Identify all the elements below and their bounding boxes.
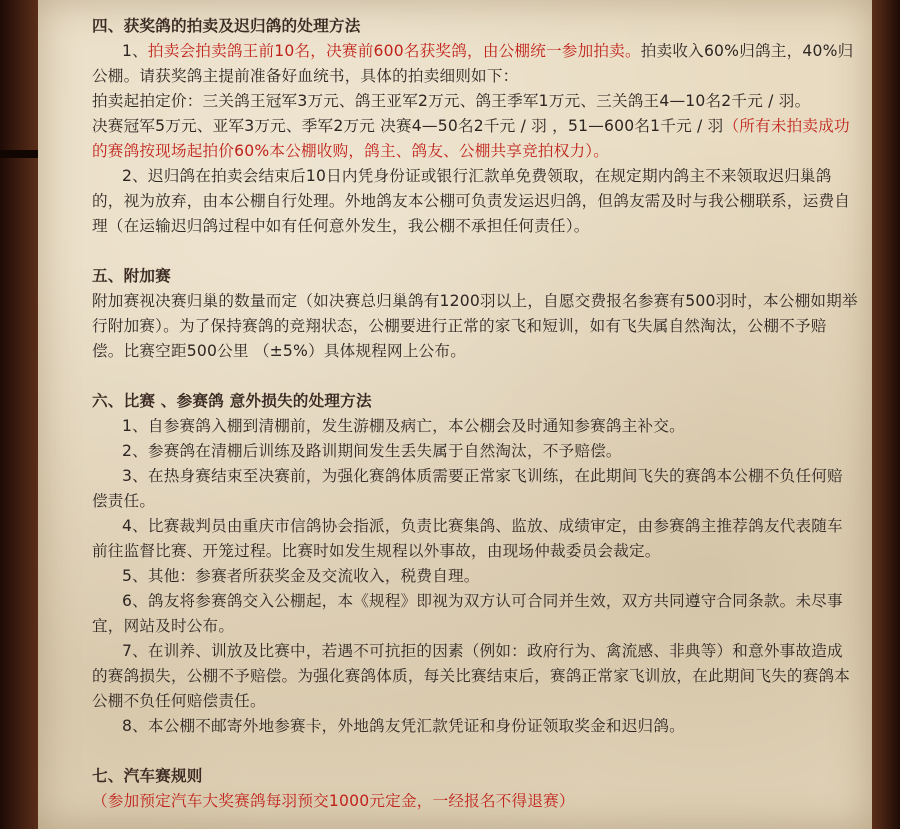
item-1-number: 1、 (122, 42, 148, 60)
section-7-heading: 七、汽车赛规则 (92, 767, 203, 785)
frame-notch (0, 150, 38, 158)
final-prices-text: 决赛冠军5万元、亚军3万元、季军2万元 决赛4—50名2千元 / 羽 ，51—600名1千元 / 羽 (92, 117, 724, 135)
section-4 (92, 14, 858, 239)
car-race-deposit-note: （参加预定汽车大奖赛鸽每羽预交1000元定金，一经报名不得退赛） (92, 792, 575, 810)
auction-revenue-text: 拍卖收入60%归鸽主，40%归公棚。请获奖鸽主提前准备好血统书，具体的拍卖细则如下： (92, 42, 854, 85)
left-wood-frame (0, 0, 38, 829)
spacer (92, 239, 858, 264)
rules-document (92, 14, 858, 814)
section-6-item: 4、比赛裁判员由重庆市信鸽协会指派，负责比赛集鸽、监放、成绩审定，由参赛鸽主推荐鸽友代表随车前往监督比赛、开笼过程。比赛时如发生规程以外事故，由现场仲裁委员会裁定。 (92, 517, 843, 560)
section-4-heading: 四、获奖鸽的拍卖及迟归鸽的处理方法 (92, 17, 361, 35)
section-7 (92, 764, 858, 814)
section-6-item: 2、参赛鸽在清棚后训练及路训期间发生丢失属于自然淘汰，不予赔偿。 (122, 442, 622, 460)
section-6-heading: 六、比赛 、参赛鸽 意外损失的处理方法 (92, 392, 372, 410)
section-6-item: 6、鸽友将参赛鸽交入公棚起，本《规程》即视为双方认可合同并生效，双方共同遵守合同条款。未尽事宜，网站及时公布。 (92, 592, 843, 635)
auction-prices-line-2 (92, 114, 858, 164)
section-6-item: 7、在训养、训放及比赛中，若遇不可抗拒的因素（例如：政府行为、禽流感、非典等）和意外事故造成的赛鸽损失，公棚不予赔偿。为强化赛鸽体质，每关比赛结束后，赛鸽正常家飞训放，在此期间飞失的赛鸽本公棚不负任何赔偿责任。 (92, 642, 851, 710)
section-6-item: 5、其他：参赛者所获奖金及交流收入，税费自理。 (122, 567, 480, 585)
section-4-item-1 (92, 39, 858, 89)
section-5-body: 附加赛视决赛归巢的数量而定（如决赛总归巢鸽有1200羽以上，自愿交费报名参赛有500羽时，本公棚如期举行附加赛）。为了保持赛鸽的竞翔状态，公棚要进行正常的家飞和短训，如有飞失属自然淘汰，公棚不予赔偿。比赛空距500公里 （±5%）具体规程网上公布。 (92, 292, 858, 360)
auction-prices-line-1: 拍卖起拍定价：三关鸽王冠军3万元、鸽王亚军2万元、鸽王季军1万元、三关鸽王4—10名2千元 / 羽。 (92, 92, 811, 110)
section-5-heading: 五、附加赛 (92, 267, 171, 285)
section-5 (92, 264, 858, 364)
section-4-item-2: 2、迟归鸽在拍卖会结束后10日内凭身份证或银行汇款单免费领取，在规定期内鸽主不来领取迟归巢鸽的，视为放弃，由本公棚自行处理。外地鸽友本公棚可负责发运迟归鸽，但鸽友需及时与我公棚联系，运费自理（在运输迟归鸽过程中如有任何意外发生，我公棚不承担任何责任）。 (92, 167, 851, 235)
right-wood-frame (872, 0, 900, 829)
spacer (92, 739, 858, 764)
unsold-purchase-note: （所有未拍卖成功的赛鸽按现场起拍价60%本公棚收购，鸽主、鸽友、公棚共享竞拍权力）。 (92, 117, 850, 160)
section-6-item: 3、在热身赛结束至决赛前，为强化赛鸽体质需要正常家飞训练，在此期间飞失的赛鸽本公棚不负任何赔偿责任。 (92, 467, 843, 510)
section-6 (92, 389, 858, 739)
section-6-item: 8、本公棚不邮寄外地参赛卡，外地鸽友凭汇款凭证和身份证领取奖金和迟归鸽。 (122, 717, 685, 735)
section-6-item: 1、自参赛鸽入棚到清棚前，发生游棚及病亡，本公棚会及时通知参赛鸽主补交。 (122, 417, 685, 435)
spacer (92, 364, 858, 389)
auction-highlight: 拍卖会拍卖鸽王前10名，决赛前600名获奖鸽，由公棚统一参加拍卖。 (147, 42, 641, 60)
